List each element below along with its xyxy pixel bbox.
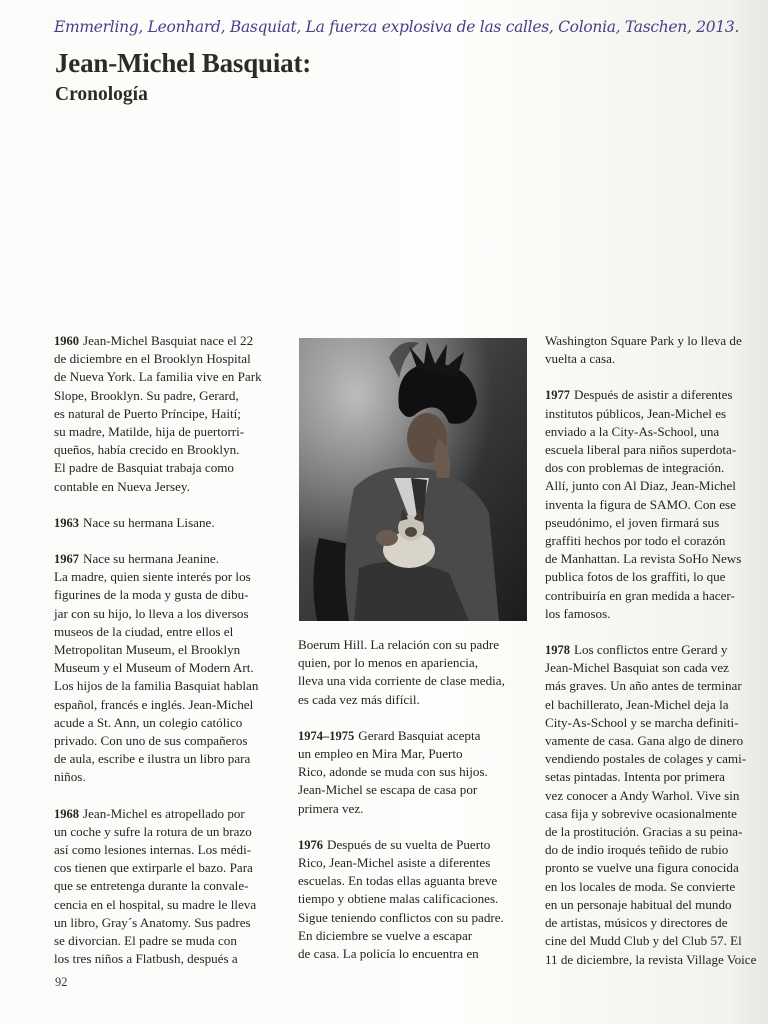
- entry-line: [298, 836, 530, 854]
- entry-text: así como lesiones internas. Los médi-: [54, 842, 252, 858]
- entry-line: [298, 691, 530, 709]
- entry-line: [54, 714, 286, 732]
- entry-line: [54, 914, 286, 932]
- entry-line: [298, 800, 530, 818]
- entry-text: se divorcian. El padre se muda con: [54, 933, 237, 949]
- entry-text: vamente de casa. Gana algo de dinero: [545, 733, 744, 749]
- entry-line: [545, 787, 760, 805]
- entry-text: museos de la ciudad, entre ellos el: [54, 623, 234, 639]
- entry-text: Museum y el Museum of Modern Art.: [54, 660, 254, 676]
- entry-text: de casa. La policía lo encuentra en: [298, 946, 479, 962]
- entry-text: Jean-Michel Basquiat nace el 22: [83, 333, 254, 348]
- entry-line: [545, 768, 760, 786]
- entry-text: queños, había crecido en Brooklyn.: [54, 442, 240, 458]
- entry-line: [54, 568, 286, 586]
- entry-line: [54, 841, 286, 859]
- entry-text: publica fotos de los graffiti, lo que: [545, 569, 726, 585]
- entry-text: cos tienen que extirparle el bazo. Para: [54, 860, 253, 876]
- entry-text: Allí, junto con Al Diaz, Jean-Michel: [545, 478, 736, 494]
- entry-line: [54, 623, 286, 641]
- entry-line: [545, 659, 760, 677]
- entry-line: [545, 732, 760, 750]
- entry-text: privado. Con uno de sus compañeros: [54, 733, 248, 749]
- entry-year: 1960: [54, 334, 79, 348]
- chronology-entry: [545, 641, 760, 969]
- entry-text: inventa la figura de SAMO. Con ese: [545, 496, 736, 512]
- entry-line: [54, 877, 286, 895]
- entry-text: casa fija y sobrevive ocasionalmente: [545, 805, 737, 821]
- entry-line: [298, 727, 530, 745]
- entry-line: [545, 441, 760, 459]
- entry-text: vendiendo postales de colages y cami-: [545, 751, 747, 767]
- entry-year: 1963: [54, 515, 79, 530]
- entry-year: 1967: [54, 552, 79, 567]
- entry-text: Después de asistir a diferentes: [574, 387, 733, 403]
- entry-text: en los locales de moda. Se convierte: [545, 878, 736, 894]
- entry-line: [54, 805, 286, 823]
- entry-text: Los conflictos entre Gerard y: [574, 642, 728, 658]
- entry-text: En diciembre se vuelve a escapar: [298, 927, 473, 943]
- entry-text: un libro, Gray´s Anatomy. Sus padres: [54, 914, 251, 930]
- entry-line: [54, 350, 286, 368]
- page-number: 92: [55, 975, 68, 989]
- entry-text: Jean-Michel es atropellado por: [83, 805, 245, 821]
- entry-text: setas pintadas. Intenta por primera: [545, 769, 725, 785]
- entry-text: es natural de Puerto Príncipe, Haití;: [54, 405, 241, 421]
- entry-line: [545, 714, 760, 732]
- entry-text: acude a St. Ann, un colegio católico: [54, 714, 243, 730]
- entry-line: [545, 477, 760, 495]
- entry-text: dos con problemas de integración.: [545, 460, 725, 476]
- entry-text: graffiti hechos por todo el corazón: [545, 533, 726, 549]
- entry-text: cine del Mudd Club y del Club 57. El: [545, 933, 742, 949]
- chronology-entry: [54, 332, 286, 496]
- entry-line: [298, 672, 530, 690]
- chronology-entry: [298, 727, 530, 818]
- entry-line: [298, 763, 530, 781]
- entry-line: [54, 387, 286, 405]
- entry-text: Slope, Brooklyn. Su padre, Gerard,: [54, 387, 239, 403]
- entry-text: que se entretenga durante la convale-: [54, 878, 249, 894]
- entry-text: los tres niños a Flatbush, después a: [54, 951, 238, 967]
- entry-text: en un personaje habitual del mundo: [545, 896, 732, 912]
- entry-text: un coche y sufre la rotura de un brazo: [54, 823, 252, 839]
- chronology-entry: [54, 550, 286, 787]
- entry-text: Sigue teniendo conflictos con su padre.: [298, 909, 504, 925]
- chronology-entry: [545, 332, 760, 368]
- entry-line: [545, 932, 760, 950]
- page-subtitle: Cronología: [55, 84, 148, 105]
- entry-line: [54, 514, 286, 532]
- entry-line: [545, 677, 760, 695]
- entry-text: escuela liberal para niños superdota-: [545, 442, 737, 458]
- entry-text: Washington Square Park y lo lleva de: [545, 333, 742, 348]
- entry-year: 1974–1975: [298, 728, 355, 743]
- chronology-entry: [298, 836, 530, 963]
- entry-line: [54, 405, 286, 423]
- entry-line: [545, 805, 760, 823]
- entry-text: su madre, Matilde, hija de puertorri-: [54, 424, 245, 440]
- entry-text: Nace su hermana Jeanine.: [83, 551, 219, 567]
- entry-text: pseudónimo, el joven firmará sus: [545, 514, 720, 530]
- entry-text: de la prostitución. Gracias a su peina-: [545, 824, 743, 840]
- chronology-column-1: [54, 332, 286, 987]
- entry-line: [54, 423, 286, 441]
- entry-year: 1976: [298, 837, 323, 852]
- entry-year: 1978: [545, 643, 570, 658]
- entry-line: [545, 587, 760, 605]
- chronology-entry: [54, 805, 286, 969]
- entry-year: 1977: [545, 388, 570, 403]
- entry-line: [545, 386, 760, 404]
- page-title: Jean-Michel Basquiat:: [55, 48, 312, 78]
- entry-text: contribuiría en gran medida a hacer-: [545, 587, 735, 603]
- entry-line: [54, 441, 286, 459]
- entry-text: Después de su vuelta de Puerto: [327, 836, 491, 852]
- entry-text: vuelta a casa.: [545, 351, 616, 367]
- entry-line: [54, 605, 286, 623]
- entry-text: niños.: [54, 769, 86, 785]
- entry-text: pronto se vuelve una figura conocida: [545, 860, 739, 876]
- entry-line: [545, 405, 760, 423]
- entry-text: de aula, escribe e ilustra un libro para: [54, 751, 251, 767]
- chronology-entry: [298, 636, 530, 709]
- entry-line: [545, 459, 760, 477]
- entry-text: escuelas. En todas ellas aguanta breve: [298, 873, 498, 889]
- entry-text: jar con su hijo, lo lleva a los diversos: [54, 605, 249, 621]
- entry-text: figurines de la moda y gusta de dibu-: [54, 587, 249, 603]
- entry-text: Jean-Michel se escapa de casa por: [298, 782, 478, 798]
- entry-line: [545, 568, 760, 586]
- entry-line: [545, 750, 760, 768]
- entry-line: [54, 677, 286, 695]
- entry-text: un empleo en Mira Mar, Puerto: [298, 746, 463, 762]
- entry-text: Nace su hermana Lisane.: [83, 514, 215, 530]
- entry-text: contable en Nueva Jersey.: [54, 478, 190, 494]
- entry-text: el bachillerato, Jean-Michel deja la: [545, 696, 729, 712]
- entry-line: [545, 696, 760, 714]
- entry-text: Rico, adonde se muda con sus hijos.: [298, 764, 488, 780]
- entry-text: enviado a la City-As-School, una: [545, 423, 720, 439]
- entry-text: Boerum Hill. La relación con su padre: [298, 637, 500, 652]
- entry-text: tiempo y obtiene malas calificaciones.: [298, 891, 499, 907]
- entry-line: [298, 854, 530, 872]
- chronology-entry: [54, 514, 286, 532]
- entry-line: [54, 859, 286, 877]
- entry-text: de Manhattan. La revista SoHo News: [545, 551, 742, 567]
- entry-text: Gerard Basquiat acepta: [358, 727, 481, 743]
- entry-text: Metropolitan Museum, el Brooklyn: [54, 642, 241, 658]
- entry-text: de artistas, músicos y directores de: [545, 915, 728, 931]
- chronology-entry: [545, 386, 760, 623]
- entry-text: de Nueva York. La familia vive en Park: [54, 369, 262, 385]
- entry-line: [54, 641, 286, 659]
- entry-line: [545, 350, 760, 368]
- entry-line: [545, 496, 760, 514]
- entry-year: 1968: [54, 806, 79, 821]
- entry-line: [54, 696, 286, 714]
- entry-line: [54, 732, 286, 750]
- entry-line: [54, 659, 286, 677]
- entry-line: [545, 550, 760, 568]
- entry-text: cencia en el hospital, su madre le lleva: [54, 896, 257, 912]
- entry-line: [54, 932, 286, 950]
- entry-line: [54, 368, 286, 386]
- entry-line: [545, 423, 760, 441]
- entry-text: los famosos.: [545, 605, 611, 621]
- entry-line: [54, 586, 286, 604]
- entry-text: Jean-Michel Basquiat son cada vez: [545, 660, 729, 676]
- entry-line: [298, 890, 530, 908]
- entry-line: [54, 332, 286, 350]
- entry-text: más graves. Un año antes de terminar: [545, 678, 742, 694]
- entry-line: [545, 878, 760, 896]
- entry-line: [545, 332, 760, 350]
- entry-line: [298, 636, 530, 654]
- entry-line: [545, 896, 760, 914]
- entry-line: [298, 945, 530, 963]
- entry-text: lleva una vida corriente de clase media,: [298, 673, 505, 689]
- entry-line: [54, 478, 286, 496]
- entry-line: [545, 859, 760, 877]
- entry-line: [54, 750, 286, 768]
- entry-text: 11 de diciembre, la revista Village Voice: [545, 951, 757, 967]
- entry-line: [545, 823, 760, 841]
- entry-text: Rico, Jean-Michel asiste a diferentes: [298, 855, 491, 871]
- entry-text: de diciembre en el Brooklyn Hospital: [54, 351, 251, 367]
- entry-line: [54, 896, 286, 914]
- entry-line: [54, 950, 286, 968]
- entry-text: primera vez.: [298, 800, 364, 816]
- entry-text: do de indio iroqués teñido de rubio: [545, 842, 729, 858]
- entry-line: [545, 914, 760, 932]
- entry-line: [298, 872, 530, 890]
- entry-line: [298, 745, 530, 763]
- entry-line: [545, 641, 760, 659]
- entry-line: [545, 841, 760, 859]
- chronology-column-3: [545, 332, 760, 987]
- entry-line: [298, 927, 530, 945]
- entry-text: español, francés e inglés. Jean-Michel: [54, 696, 254, 712]
- entry-line: [54, 459, 286, 477]
- entry-line: [545, 951, 760, 969]
- entry-line: [54, 823, 286, 841]
- entry-line: [545, 514, 760, 532]
- entry-text: La madre, quien siente interés por los: [54, 569, 251, 585]
- entry-line: [54, 550, 286, 568]
- entry-line: [298, 781, 530, 799]
- basquiat-portrait-photo: [299, 338, 527, 621]
- entry-line: [54, 768, 286, 786]
- handwritten-citation: Emmerling, Leonhard, Basquiat, La fuerza explosiva de las calles, Colonia, Taschen, 2013.: [54, 18, 740, 36]
- entry-text: es cada vez más difícil.: [298, 691, 420, 707]
- chronology-column-2: [298, 636, 530, 981]
- entry-line: [545, 532, 760, 550]
- entry-text: Los hijos de la familia Basquiat hablan: [54, 678, 259, 694]
- entry-text: City-As-School y se marcha definiti-: [545, 714, 739, 730]
- entry-text: El padre de Basquiat trabaja como: [54, 460, 234, 476]
- entry-text: institutos públicos, Jean-Michel es: [545, 405, 727, 421]
- entry-text: vez conocer a Andy Warhol. Vive sin: [545, 787, 740, 803]
- entry-text: quien, por lo menos en apariencia,: [298, 655, 478, 671]
- entry-line: [298, 909, 530, 927]
- entry-line: [545, 605, 760, 623]
- entry-line: [298, 654, 530, 672]
